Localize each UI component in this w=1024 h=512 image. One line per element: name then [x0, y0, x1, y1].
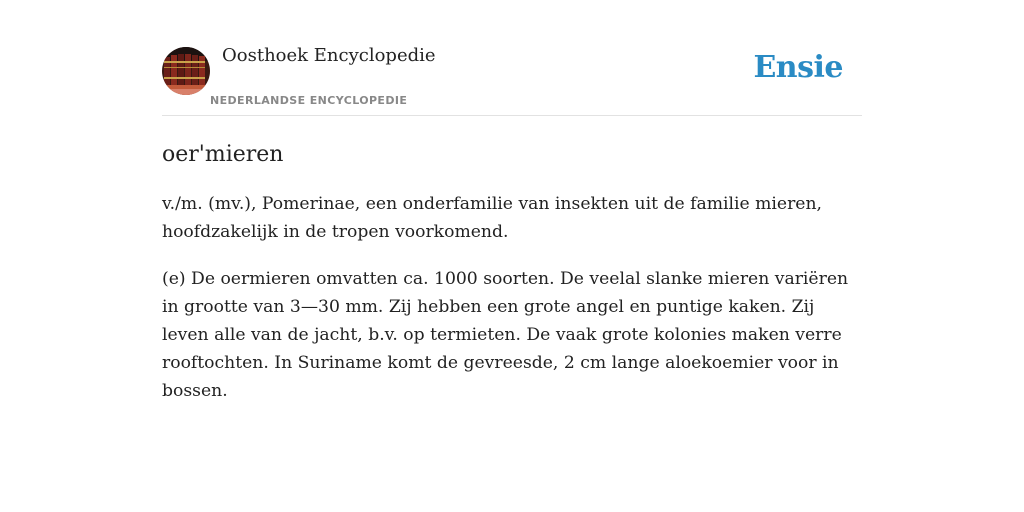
site-title[interactable]: Oosthoek Encyclopedie: [222, 45, 436, 66]
content-column: [162, 0, 862, 405]
article-paragraph-definition: v./m. (mv.), Pomerinae, een onderfamilie van insekten uit de familie mieren, hoofdzakelijk in de tropen voorkomend.: [162, 194, 823, 242]
encyclopedia-books-icon[interactable]: [162, 47, 210, 95]
article: [162, 140, 862, 405]
site-subtitle: NEDERLANDSE ENCYCLOPEDIE: [210, 94, 408, 107]
site-header: [162, 0, 862, 116]
brand-logo[interactable]: Ensie: [753, 50, 843, 85]
article-headword: oer'mieren: [162, 142, 284, 167]
article-paragraph-details: (e) De oermieren omvatten ca. 1000 soorten. De veelal slanke mieren variëren in grootte van 3—30 mm. Zij hebben een grote angel en puntige kaken. Zij leven alle van de jacht, b.v. op termieten. De vaak grote kolonies maken verre rooftochten. In Suriname komt de gevreesde, 2 cm lange aloekoemier voor in bossen.: [162, 269, 849, 401]
